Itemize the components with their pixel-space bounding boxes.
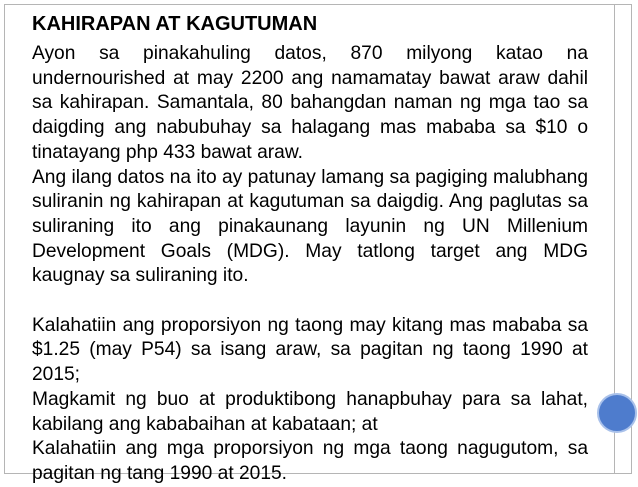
slide-title: KAHIRAPAN AT KAGUTUMAN (32, 13, 318, 35)
target-item-hunger: Kalahatiin ang mga proporsiyon ng mga taong nagugutom, sa pagitan ng tang 1990 at 2015. (32, 438, 588, 484)
paragraph-spacer (32, 289, 588, 314)
blue-circle-decoration (597, 393, 637, 433)
paragraph-mdg-intro: Ang ilang datos na ito ay patunay lamang sa pagiging malubhang suliranin ng kahirapan at kagutuman sa daigdig. Ang paglutas sa suliraning ito ang pinakaunang layunin ng UN Millenium Development Goals (MDG). May tatlong target ang MDG kaugnay sa suliraning ito. (32, 166, 588, 287)
paragraph-statistics: Ayon sa pinakahuling datos, 870 milyong katao na undernourished at may 2200 ang namamatay bawat araw dahil sa kahirapan. Samantala, 80 bahangdan naman ng mga tao sa daigding ang nabubuhay sa halagang mas mababa sa $10 o tinatayang php 433 bawat araw. (32, 43, 588, 163)
target-item-employment: Magkamit ng buo at produktibong hanapbuhay para sa lahat, kabilang ang kababaihan at kabataan; at (32, 388, 588, 435)
slide-body (32, 42, 588, 487)
target-item-poverty: Kalahatiin ang proporsiyon ng taong may kitang mas mababa sa $1.25 (may P54) sa isang araw, sa pagitan ng taong 1990 at 2015; (32, 314, 588, 386)
